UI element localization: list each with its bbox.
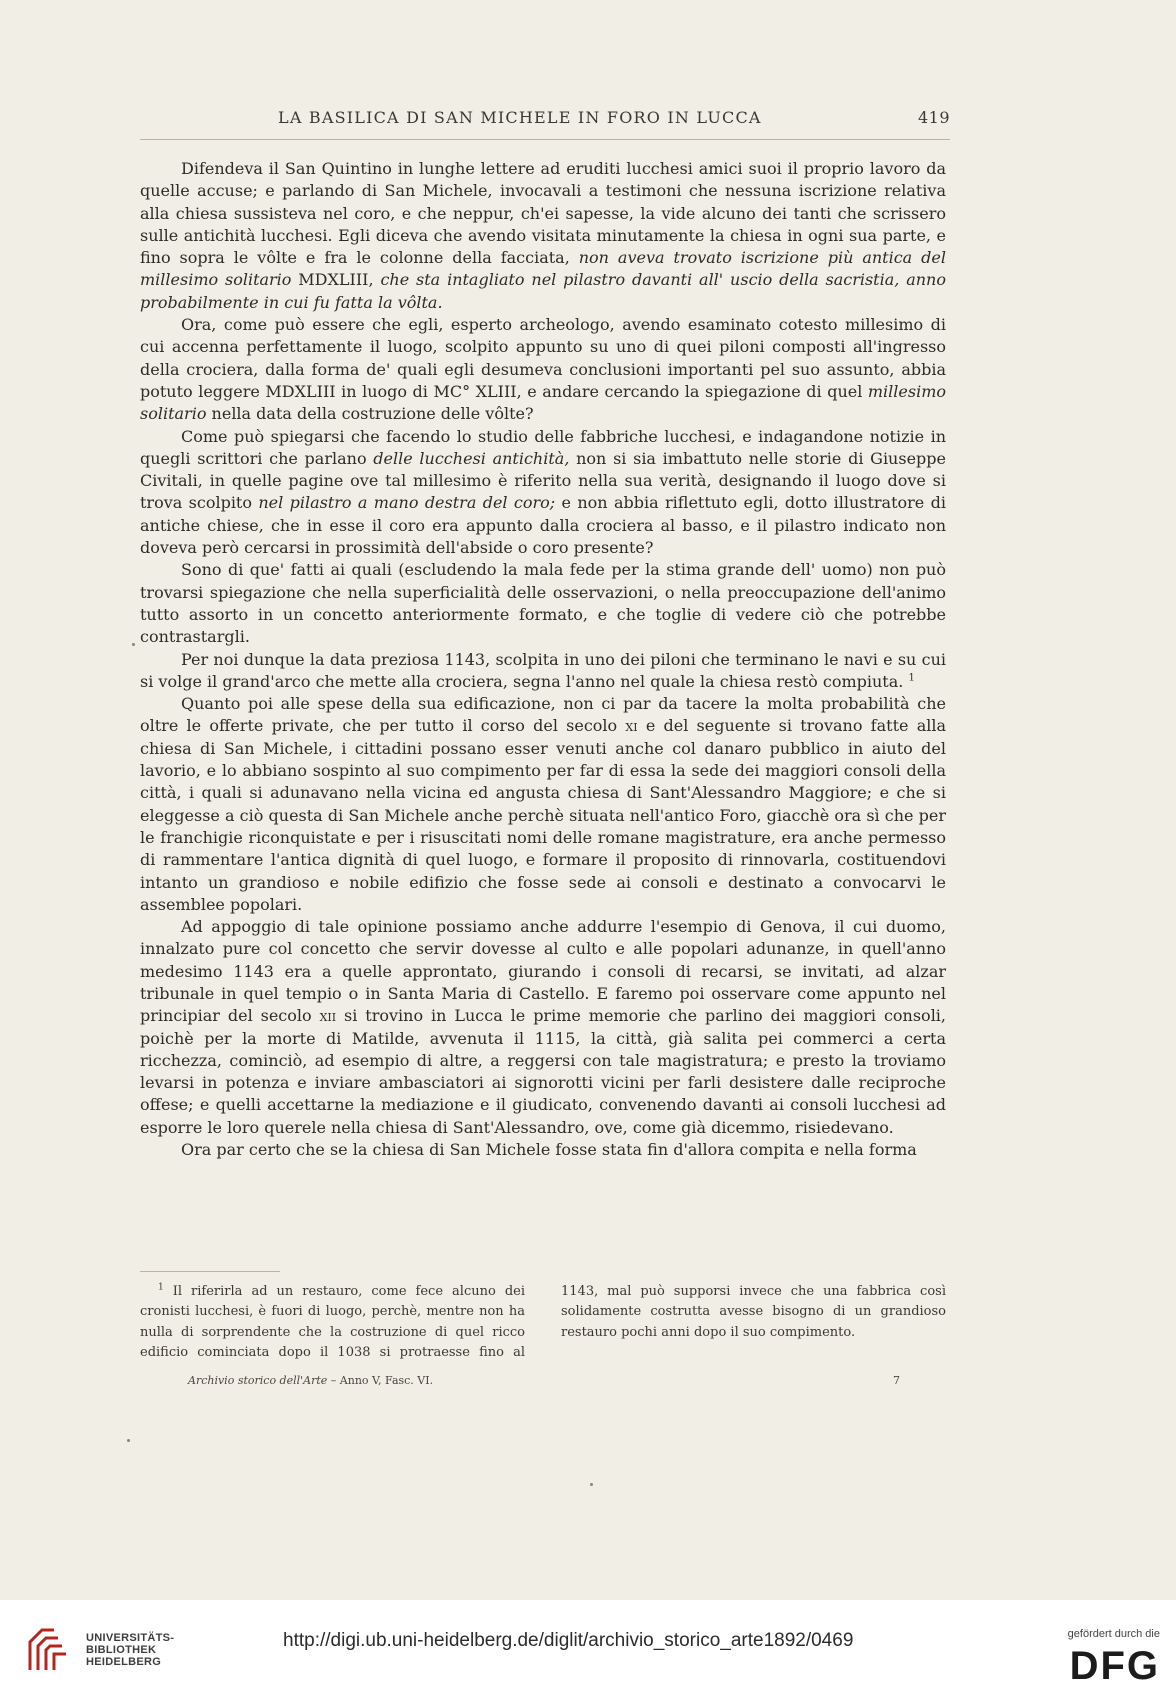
running-head bbox=[140, 108, 950, 132]
university-library-logo-icon[interactable] bbox=[26, 1626, 74, 1674]
dfg-logo[interactable]: DFG bbox=[1069, 1644, 1160, 1688]
text-run: Quanto poi alle spese della sua edificazione, non ci par da tacere la molta probabilità che oltre le offerte private, che per tutto il corso del secolo bbox=[140, 694, 946, 736]
paragraph bbox=[140, 314, 946, 425]
footnotes bbox=[140, 1282, 946, 1363]
library-name-line: BIBLIOTHEK bbox=[86, 1644, 157, 1656]
library-name bbox=[86, 1632, 174, 1668]
footnote bbox=[140, 1282, 946, 1363]
text-run: nella data della costruzione delle vôlte? bbox=[206, 404, 534, 424]
text-run: Difendeva il San Quintino in lunghe lettere ad eruditi lucchesi amici suoi il proprio lavoro da quelle accuse; e parlando di San Michele, invocavali a testimoni che nessuna iscrizione relativa alla chiesa sussisteva nel coro, e che neppur, ch'ei sapesse, la vide alcuno dei tanti che scrissero sulle antichità lucchesi. Egli diceva che avendo visitata minutamente la chiesa in ogni sua parte, e fino sopra le vôlte e fra le colonne della facciata, bbox=[140, 159, 946, 268]
text-run: non si sia imbattuto nelle storie di Giuseppe Civitali, in quelle pagine ove tal millesimo è riferito nella sua verità, designando il luogo dove si trova scolpito bbox=[140, 448, 946, 513]
sheet-number: 7 bbox=[893, 1374, 900, 1387]
italic-run: nel pilastro a mano destra del coro; bbox=[258, 493, 556, 513]
body-text bbox=[140, 158, 946, 1161]
smallcaps-run: xii bbox=[319, 1006, 337, 1026]
paragraph: Sono di que' fatti ai quali (escludendo la mala fede per la stima grande dell' uomo) non può trovarsi spiegazione che nella superficialità delle osservazioni, o nella preoccupazione dell'animo tutto assorto in un concetto anteriormente formato, e che toglie di vedere ciò che potrebbe contrastargli. bbox=[140, 560, 946, 647]
paragraph bbox=[140, 693, 946, 916]
text-run: Ad appoggio di tale opinione possiamo anche addurre l'esempio di Genova, il cui duomo, innalzato pure col concetto che servir dovesse al culto e alle popolari adunanze, in quell'anno medesimo 1143 era a quelle approntato, giurando i consoli di recarsi, se invitati, ad alzar tribunale in quel tempio o in Santa Maria di Castello. E faremo poi osservare come appunto nel principiar del secolo bbox=[140, 917, 946, 1026]
italic-run: millesimo solitario bbox=[140, 381, 946, 424]
paragraph: Ora par certo che se la chiesa di San Michele fosse stata fin d'allora compita e nella forma bbox=[181, 1140, 917, 1160]
smallcaps-run: xi bbox=[625, 716, 638, 736]
page-number: 419 bbox=[917, 108, 950, 127]
stray-mark bbox=[590, 1483, 593, 1486]
stray-mark bbox=[127, 1439, 130, 1442]
funding-caption: gefördert durch die bbox=[1067, 1628, 1160, 1640]
paragraph bbox=[140, 916, 946, 1139]
library-name-line: HEIDELBERG bbox=[86, 1656, 162, 1668]
footnote-mark: 1 bbox=[158, 1282, 164, 1293]
italic-run: delle lucchesi antichità, bbox=[373, 448, 570, 468]
viewer-footer bbox=[0, 1600, 1176, 1691]
permalink-url[interactable]: http://digi.ub.uni-heidelberg.de/diglit/archivio_storico_arte1892/0469 bbox=[283, 1630, 854, 1651]
footnote-rule bbox=[140, 1271, 280, 1272]
journal-title: Archivio storico dell'Arte bbox=[188, 1374, 328, 1387]
text-run: Per noi dunque la data preziosa 1143, scolpita in uno dei piloni che terminano le navi e su cui si volge il grand'arco che mette alla crociera, segna l'anno nel quale la chiesa restò compiuta. bbox=[140, 649, 946, 691]
text-run: e non abbia riflettuto egli, dotto illustratore di antiche chiese, che in esse il coro era appunto dalla crociera al basso, e il pilastro indicato non doveva però cercarsi in prossimità dell'abside o coro presente? bbox=[140, 493, 946, 558]
paragraph bbox=[140, 649, 946, 694]
italic-run: che sta intagliato nel pilastro davanti all' uscio della sacristia, anno probabilmente in cui fu fatta la vôlta. bbox=[140, 270, 946, 312]
text-run: MDXLIII, bbox=[291, 270, 381, 290]
header-rule bbox=[140, 139, 950, 140]
text-run: si trovino in Lucca le prime memorie che parlino dei maggiori consoli, poichè per la morte di Matilde, avvenuta il 1115, la città, già salita pei commerci a certa ricchezza, cominciò, ad esempio di altre, a reggersi con tale magistratura; e presto la troviamo levarsi in potenza e inviare ambasciatori ai signorotti vicini per farli desistere dalle reciproche offese; e quelli accettarne la mediazione e il giudicato, convenendo davanti ai consoli lucchesi ad esporre le loro querele nella chiesa di Sant'Alessandro, ove, come già dicemmo, risiedevano. bbox=[140, 1006, 947, 1137]
footnote-text: Il riferirla ad un restauro, come fece alcuno dei cronisti lucchesi, è fuori di luogo, perchè, mentre non ha nulla di sorprendente che la costruzione di quel ricco edificio cominciata dopo il 1038 si protraesse fino al 1143, mal può supporsi invece che una fabbrica così solidamente costrutta avesse bisogno di un grandioso restauro pochi anni dopo il suo compimento. bbox=[140, 1284, 946, 1360]
journal-issue: – Anno V, Fasc. VI. bbox=[327, 1374, 434, 1387]
paragraph bbox=[140, 158, 946, 314]
running-title: LA BASILICA DI SAN MICHELE IN FORO IN LUCCA bbox=[278, 108, 762, 127]
paragraph bbox=[140, 426, 946, 560]
library-name-line: UNIVERSITÄTS- bbox=[86, 1632, 175, 1644]
printer-signature bbox=[140, 1374, 900, 1394]
text-run: Ora, come può essere che egli, esperto archeologo, avendo esaminato cotesto millesimo di cui accenna perfettamente il luogo, scolpito appunto su uno di quei piloni composti all'ingresso della crociera, dalla forma de' quali egli desumeva conclusioni importanti pel suo assunto, abbia potuto leggere MDXLIII in luogo di MC° XLIII, e andare cercando la spiegazione di quel bbox=[140, 315, 946, 401]
journal-line bbox=[188, 1374, 433, 1387]
italic-run: non aveva trovato iscrizione più antica del millesimo solitario bbox=[140, 248, 946, 290]
text-run: Come può spiegarsi che facendo lo studio delle fabbriche lucchesi, e indagandone notizie in quegli scrittori che parlano bbox=[140, 426, 946, 468]
text-run: e del seguente si trovano fatte alla chiesa di San Michele, i cittadini possano esser venuti anche col danaro pubblico in aiuto del lavorio, e lo abbiano sospinto al suo compimento per far di essa la sede dei maggiori consoli della città, i quali si adunavano nella vicina ed angusta chiesa di Sant'Alessandro Maggiore; e che si eleggesse a ciò questa di San Michele anche perchè situata nell'antico Foro, giacchè ora sì che per le franchigie riconquistate e per i risuscitati nomi delle romane magistrature, era anche permesso di rammentare l'antica dignità di quel luogo, e formare il proposito di rinnovarla, costituendovi intanto un grandioso e nobile edifizio che fosse sede ai consoli e destinato a convocarvi le assemblee popolari. bbox=[140, 716, 947, 914]
stray-mark bbox=[132, 643, 135, 646]
footnote-reference[interactable]: 1 bbox=[908, 672, 915, 684]
